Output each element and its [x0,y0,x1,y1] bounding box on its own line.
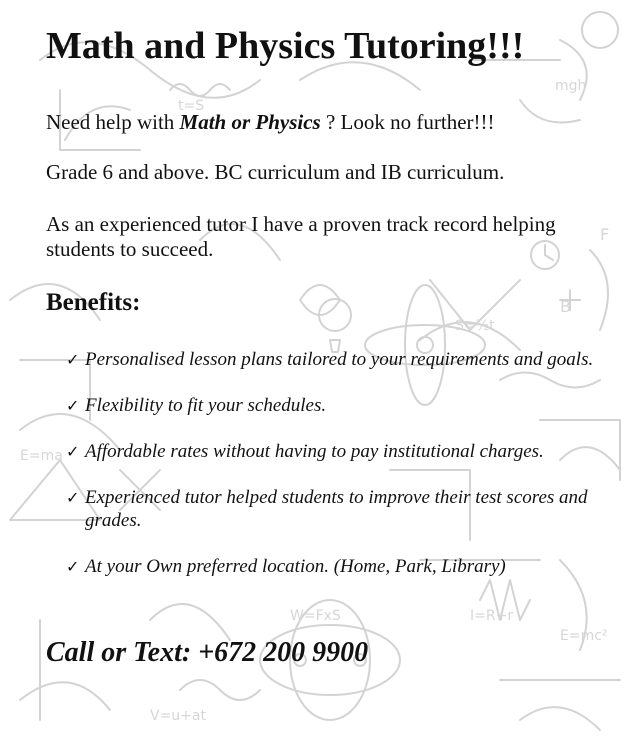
checkmark-icon: ✓ [66,488,80,507]
benefit-text: At your Own preferred location. (Home, Park, Library) [85,556,506,577]
svg-text:S=½t: S=½t [455,318,495,334]
benefit-text: Flexibility to fit your schedules. [85,395,327,416]
svg-text:E=mc²: E=mc² [560,628,608,644]
list-item [66,348,596,371]
list-item [66,486,596,532]
checkmark-icon: ✓ [66,350,80,369]
experience-paragraph: As an experienced tutor I have a proven track record helping students to succeed. [46,212,556,261]
benefits-heading: Benefits: [46,289,141,316]
contact-line: Call or Text: +672 200 9900 [46,637,369,668]
benefits-list [66,348,596,601]
list-item [66,394,596,417]
svg-text:B: B [560,297,571,316]
checkmark-icon: ✓ [66,396,80,415]
benefit-text: Experienced tutor helped students to improve their test scores and grades. [85,487,588,531]
benefit-text: Personalised lesson plans tailored to your requirements and goals. [85,349,594,370]
intro-text-before: Need help with [46,110,180,134]
intro-emphasis: Math or Physics [179,110,321,134]
page-title: Math and Physics Tutoring!!! [46,25,525,67]
checkmark-icon: ✓ [66,557,80,576]
list-item [66,440,596,463]
intro-paragraph [46,110,596,135]
grades-paragraph: Grade 6 and above. BC curriculum and IB curriculum. [46,160,505,184]
checkmark-icon: ✓ [66,442,80,461]
svg-text:V=u+at: V=u+at [150,708,206,724]
svg-text:F: F [600,225,610,244]
list-item [66,555,596,578]
svg-text:I=R+r: I=R+r [470,608,514,624]
svg-text:mgh: mgh [555,78,587,94]
svg-text:E=ma: E=ma [20,448,63,464]
svg-text:W=FxS: W=FxS [290,608,341,624]
benefit-text: Affordable rates without having to pay institutional charges. [85,441,544,462]
intro-text-after: ? Look no further!!! [320,110,495,134]
svg-text:t=S: t=S [178,98,205,114]
